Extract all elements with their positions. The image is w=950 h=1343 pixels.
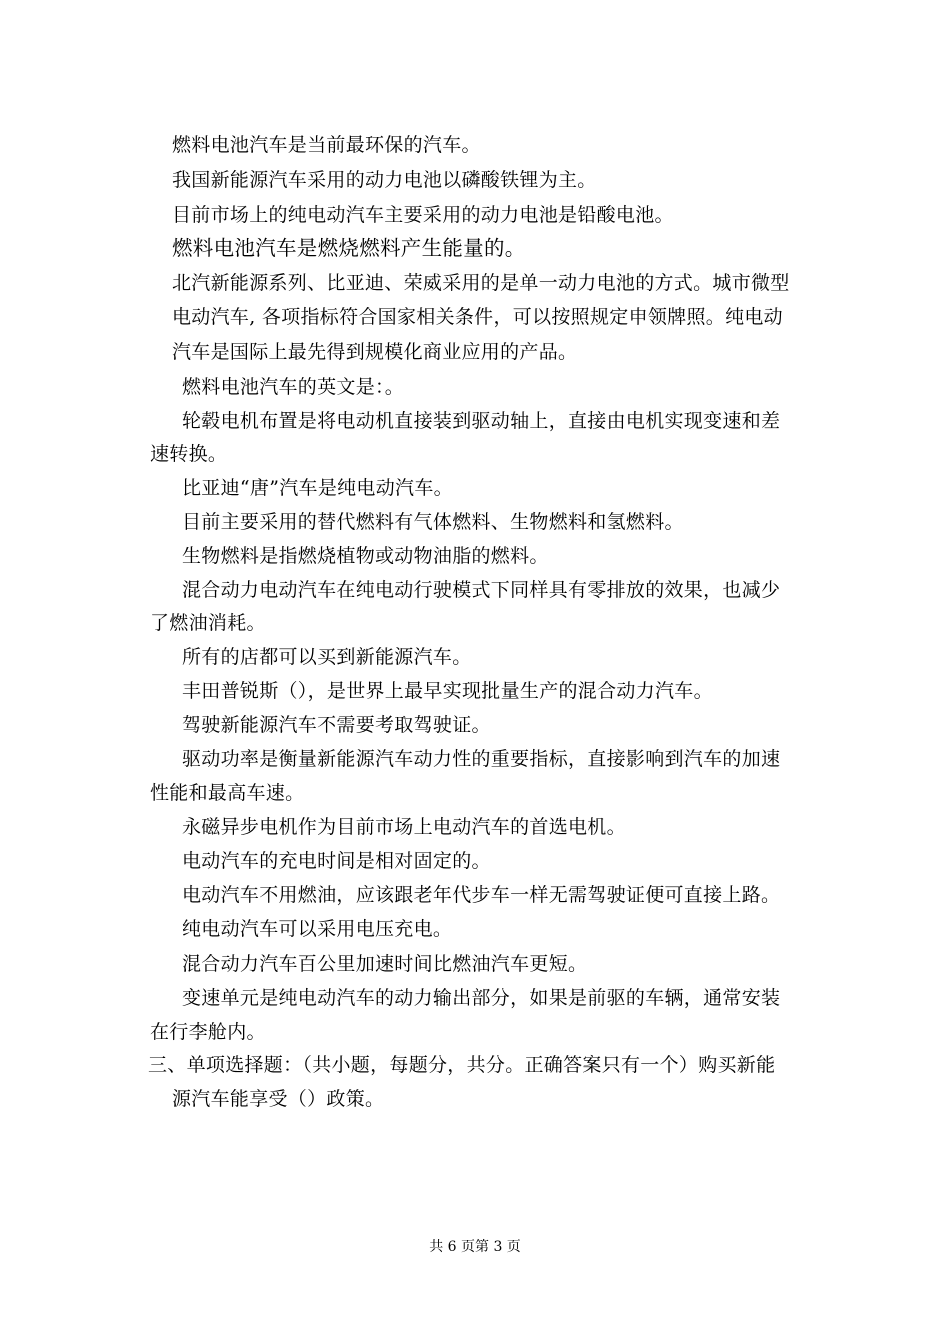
text-line: 驾驶新能源汽车不需要考取驾驶证。 [182,714,491,736]
text-line: 在行李舱内。 [150,1021,266,1043]
text-line: 电动汽车的充电时间是相对固定的。 [182,850,491,872]
text-line: 目前主要采用的替代燃料有气体燃料、生物燃料和氢燃料。 [182,511,684,533]
text-line: 生物燃料是指燃烧植物或动物油脂的燃料。 [182,545,549,567]
text-line: 汽车是国际上最先得到规模化商业应用的产品。 [172,341,578,363]
text-line: 混合动力汽车百公里加速时间比燃油汽车更短。 [182,953,588,975]
text-line: 所有的店都可以买到新能源汽车。 [182,646,472,668]
text-line: 电动汽车, 各项指标符合国家相关条件，可以按照规定申领牌照。纯电动 [172,306,783,328]
text-line: 燃料电池汽车是燃烧燃料产生能量的。 [172,236,526,260]
text-line: 性能和最高车速。 [150,782,305,804]
text-line: 纯电动汽车可以采用电压充电。 [182,918,453,940]
text-line: 变速单元是纯电动汽车的动力输出部分，如果是前驱的车辆，通常安装 [182,987,781,1009]
text-line: 燃料电池汽车的英文是：。 [182,376,405,398]
text-line: 我国新能源汽车采用的动力电池以磷酸铁锂为主。 [172,169,597,191]
page-footer: 共 6 页第 3 页 [429,1239,521,1255]
text-line: 速转换。 [150,443,228,465]
text-line: 丰田普锐斯（），是世界上最早实现批量生产的混合动力汽车。 [182,680,713,702]
text-line: 电动汽车不用燃油，应该跟老年代步车一样无需驾驶证便可直接上路。 [182,884,781,906]
text-line: 轮毂电机布置是将电动机直接装到驱动轴上，直接由电机实现变速和差 [182,410,781,432]
text-line: 源汽车能享受（）政策。 [172,1088,385,1110]
text-line: 驱动功率是衡量新能源汽车动力性的重要指标，直接影响到汽车的加速 [182,748,781,770]
text-line: 永磁异步电机作为目前市场上电动汽车的首选电机。 [182,816,626,838]
text-line: 三、单项选择题：（共小题，每题分，共分。正确答案只有一个）购买新能 [148,1054,776,1076]
text-line: 混合动力电动汽车在纯电动行驶模式下同样具有零排放的效果，也减少 [182,579,781,601]
text-line: 了燃油消耗。 [150,612,266,634]
text-line: 目前市场上的纯电动汽车主要采用的动力电池是铅酸电池。 [172,204,674,226]
text-line: 燃料电池汽车是当前最环保的汽车。 [172,134,481,156]
text-line: 北汽新能源系列、比亚迪、荣威采用的是单一动力电池的方式。城市微型 [172,272,790,294]
text-line: 比亚迪“唐”汽车是纯电动汽车。 [182,477,453,499]
